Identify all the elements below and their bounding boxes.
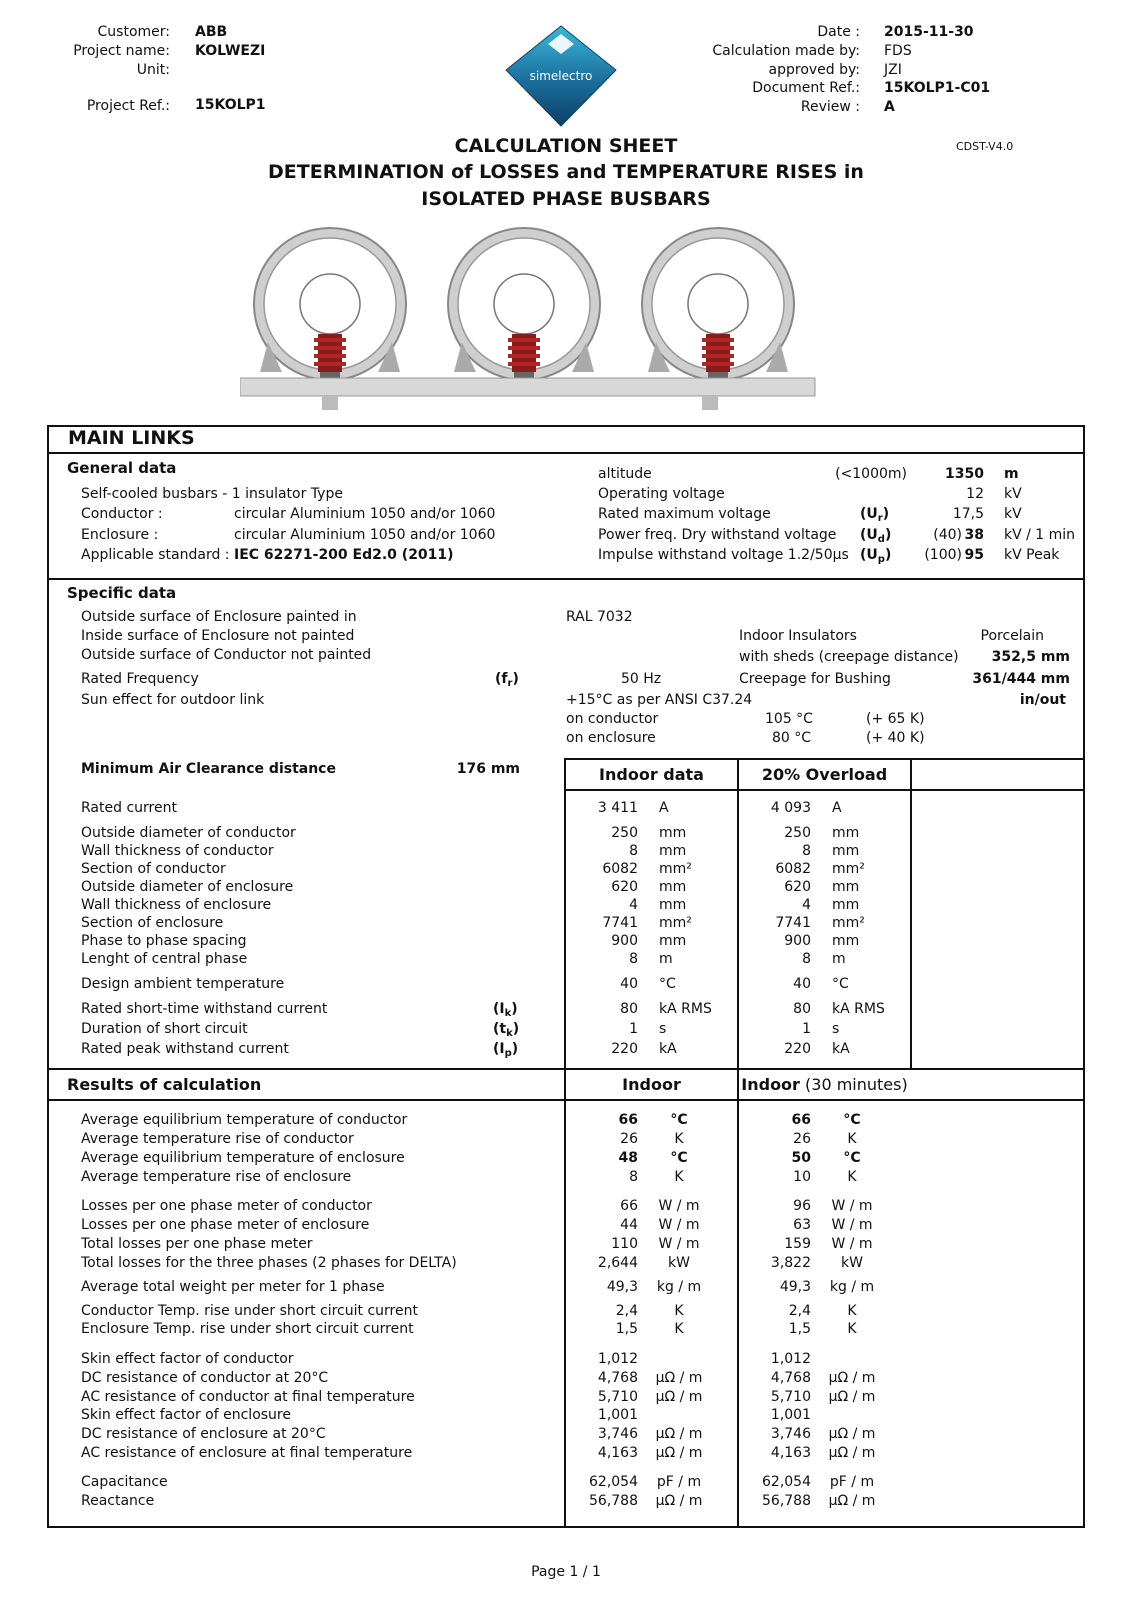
frequency-symbol: $(f_r)$ [495,671,519,689]
approved-label: approved by: [768,62,860,78]
result-row-unit-30min: μΩ / m [828,1370,876,1386]
review-value: A [884,99,895,115]
result-row-label: DC resistance of enclosure at 20°C [81,1426,326,1442]
data-row-label: Phase to phase spacing [81,933,247,949]
result-row-label: Losses per one phase meter of conductor [81,1198,372,1214]
min-air-clearance-label: Minimum Air Clearance distance [81,761,336,777]
general-param-unit: kV / 1 min [1004,527,1076,543]
data-row-unit-indoor: mm [659,897,687,913]
general-param-unit: kV Peak [1004,547,1060,563]
divider [47,1099,1085,1101]
general-param-value: 17,5 [952,506,984,522]
result-row-value-30min: 26 [793,1131,811,1147]
result-row-value-indoor: 48 [618,1150,638,1166]
result-row-value-indoor: 4,163 [597,1445,638,1461]
data-row-unit-indoor: mm [659,933,687,949]
result-row-value-30min: 4,768 [770,1370,811,1386]
data-row-label: Outside diameter of enclosure [81,879,294,895]
date-label: Date : [817,24,860,40]
result-row-unit-30min: K [847,1321,857,1337]
result-row-unit-30min: K [847,1303,857,1319]
data-row-value-overload: 8 [802,843,811,859]
project-label: Project name: [73,43,170,59]
general-line: Applicable standard : [81,547,230,563]
on-conductor-temp: 105 °C [765,711,813,727]
data-row-value-overload: 1 [802,1021,811,1037]
data-row-value-indoor: 900 [611,933,638,949]
general-param-value: 1350 [945,466,984,482]
result-row-unit-indoor: μΩ / m [655,1426,703,1442]
data-row-unit-indoor: mm [659,825,687,841]
project-ref-value: 15KOLP1 [195,97,266,113]
data-row-unit-overload: mm [832,843,860,859]
approved-value: JZI [884,62,902,78]
general-value: IEC 62271-200 Ed2.0 (2011) [234,547,454,563]
data-row-value-indoor: 250 [611,825,638,841]
result-row-value-30min: 3,822 [770,1255,811,1271]
results-col-indoor-30: Indoor (30 minutes) [741,1075,908,1094]
general-param-value: 12 [966,486,984,502]
result-row-unit-30min: μΩ / m [828,1389,876,1405]
specific-value: RAL 7032 [566,609,633,625]
specific-line: Inside surface of Enclosure not painted [81,628,355,644]
divider [564,758,1085,760]
result-row-label: Skin effect factor of conductor [81,1351,294,1367]
data-row-unit-overload: kA [832,1041,850,1057]
data-row-value-overload: 80 [793,1001,811,1017]
results-col-indoor: Indoor [622,1075,681,1094]
data-row-value-overload: 6082 [775,861,811,877]
data-row-unit-indoor: °C [659,976,676,992]
result-row-value-30min: 2,4 [788,1303,811,1319]
data-row-value-overload: 220 [784,1041,811,1057]
result-row-value-indoor: 4,768 [597,1370,638,1386]
in-out-value: in/out [1019,692,1066,708]
result-row-label: Conductor Temp. rise under short circuit current [81,1303,418,1319]
divider [47,452,1085,454]
result-row-unit-indoor: K [674,1131,684,1147]
data-row-symbol: $(t_k)$ [493,1021,520,1039]
result-row-unit-30min: °C [843,1150,861,1166]
result-row-value-indoor: 44 [620,1217,638,1233]
data-row-value-overload: 250 [784,825,811,841]
result-row-label: DC resistance of conductor at 20°C [81,1370,329,1386]
data-row-value-indoor: 620 [611,879,638,895]
data-row-value-indoor: 6082 [602,861,638,877]
result-row-value-indoor: 1,5 [615,1321,638,1337]
result-row-value-30min: 56,788 [762,1493,811,1509]
data-row-unit-indoor: mm² [659,861,692,877]
data-row-value-indoor: 3 411 [597,800,638,816]
result-row-unit-indoor: pF / m [656,1474,702,1490]
general-param-label: Rated maximum voltage [598,506,771,522]
data-row-unit-overload: mm² [832,915,865,931]
date-value: 2015-11-30 [884,24,974,40]
general-param-label: Power freq. Dry withstand voltage [598,527,837,543]
min-air-clearance-value: 176 mm [456,761,520,777]
doc-ref-label: Document Ref.: [752,80,860,96]
result-row-label: AC resistance of enclosure at final temperature [81,1445,413,1461]
general-line: Enclosure : [81,527,159,543]
result-row-unit-30min: W / m [831,1217,873,1233]
unit-label: Unit: [136,62,170,78]
title-line-3: ISOLATED PHASE BUSBARS [421,188,711,210]
result-row-value-30min: 1,001 [770,1407,811,1423]
result-row-label: Average equilibrium temperature of conductor [81,1112,408,1128]
general-param-symbol: $(U_p)$ [860,547,892,565]
result-row-value-indoor: 62,054 [589,1474,638,1490]
result-row-label: Capacitance [81,1474,168,1490]
simelectro-logo [500,22,622,130]
on-conductor-label: on conductor [566,711,659,727]
result-row-label: Losses per one phase meter of enclosure [81,1217,370,1233]
result-row-value-30min: 96 [793,1198,811,1214]
result-row-value-30min: 159 [784,1236,811,1252]
data-row-value-indoor: 7741 [602,915,638,931]
frequency-value: 50 Hz [621,671,662,687]
data-row-unit-overload: mm [832,825,860,841]
general-param-unit: kV [1004,506,1022,522]
doc-ref-value: 15KOLP1-C01 [884,80,991,96]
result-row-unit-30min: pF / m [829,1474,875,1490]
data-row-unit-indoor: kA [659,1041,677,1057]
data-row-value-overload: 4 [802,897,811,913]
result-row-label: Total losses for the three phases (2 phases for DELTA) [81,1255,457,1271]
on-enclosure-rise: (+ 40 K) [866,730,925,746]
specific-line: Sun effect for outdoor link [81,692,265,708]
result-row-value-indoor: 5,710 [597,1389,638,1405]
result-row-label: Total losses per one phase meter [81,1236,313,1252]
data-row-value-indoor: 40 [620,976,638,992]
title-line-2: DETERMINATION of LOSSES and TEMPERATURE RISES in [268,161,864,183]
result-row-unit-indoor: W / m [658,1198,700,1214]
data-row-value-overload: 4 093 [770,800,811,816]
result-row-unit-indoor: °C [670,1150,688,1166]
result-row-unit-indoor: kW [668,1255,690,1271]
general-param-preset: (40) [933,527,962,543]
result-row-value-indoor: 110 [611,1236,638,1252]
data-row-value-indoor: 4 [629,897,638,913]
general-line: Conductor : [81,506,163,522]
data-row-label: Wall thickness of enclosure [81,897,272,913]
data-row-unit-indoor: mm [659,879,687,895]
result-row-label: Average temperature rise of enclosure [81,1169,352,1185]
result-row-label: Skin effect factor of enclosure [81,1407,291,1423]
result-row-value-indoor: 1,012 [597,1351,638,1367]
data-row-unit-overload: mm² [832,861,865,877]
general-param-label: Operating voltage [598,486,725,502]
data-row-value-indoor: 8 [629,843,638,859]
result-row-value-30min: 3,746 [770,1426,811,1442]
main-links-heading: MAIN LINKS [68,427,195,449]
calc-value: FDS [884,43,912,59]
data-row-value-indoor: 220 [611,1041,638,1057]
general-param-value: 95 [964,547,984,563]
result-row-label: Average equilibrium temperature of enclosure [81,1150,405,1166]
data-row-unit-indoor: A [659,800,669,816]
data-row-label: Rated short-time withstand current [81,1001,328,1017]
result-row-unit-30min: W / m [831,1236,873,1252]
general-param-unit: kV [1004,486,1022,502]
project-ref-label: Project Ref.: [86,98,170,114]
data-row-unit-overload: m [832,951,846,967]
result-row-label: Average temperature rise of conductor [81,1131,354,1147]
result-row-label: AC resistance of conductor at final temperature [81,1389,415,1405]
data-row-label: Wall thickness of conductor [81,843,274,859]
general-value: circular Aluminium 1050 and/or 1060 [234,506,496,522]
result-row-unit-30min: μΩ / m [828,1445,876,1461]
creepage-value: 352,5 mm [991,649,1070,665]
result-row-unit-30min: K [847,1169,857,1185]
result-row-unit-indoor: kg / m [656,1279,702,1295]
specific-line: Rated Frequency [81,671,199,687]
data-row-value-overload: 900 [784,933,811,949]
result-row-value-30min: 10 [793,1169,811,1185]
result-row-unit-30min: μΩ / m [828,1493,876,1509]
logo-text: simelectro [529,69,593,83]
data-row-label: Section of conductor [81,861,226,877]
result-row-value-30min: 5,710 [770,1389,811,1405]
result-row-unit-30min: kW [841,1255,863,1271]
data-row-label: Design ambient temperature [81,976,285,992]
data-row-label: Lenght of central phase [81,951,248,967]
divider [564,789,1085,791]
result-row-value-30min: 1,012 [770,1351,811,1367]
result-row-value-indoor: 49,3 [606,1279,638,1295]
general-data-heading: General data [67,459,177,477]
divider [910,758,912,1070]
result-row-unit-30min: kg / m [829,1279,875,1295]
data-row-label: Rated peak withstand current [81,1041,289,1057]
specific-line: Outside surface of Conductor not painted [81,647,372,663]
result-row-unit-indoor: W / m [658,1217,700,1233]
result-row-value-30min: 50 [791,1150,811,1166]
result-row-label: Enclosure Temp. rise under short circuit current [81,1321,414,1337]
result-row-unit-30min: K [847,1131,857,1147]
insulators-value: Porcelain [980,628,1044,644]
data-row-unit-indoor: mm [659,843,687,859]
data-row-value-overload: 40 [793,976,811,992]
results-heading: Results of calculation [67,1075,262,1094]
result-row-unit-30min: °C [843,1112,861,1128]
result-row-value-30min: 49,3 [779,1279,811,1295]
result-row-value-30min: 66 [791,1112,811,1128]
data-row-symbol: $(I_k)$ [493,1001,518,1019]
col-header-overload: 20% Overload [761,765,888,784]
divider [564,758,566,1528]
result-row-value-30min: 4,163 [770,1445,811,1461]
col-header-indoor-data: Indoor data [599,765,704,784]
result-row-unit-indoor: W / m [658,1236,700,1252]
result-row-unit-indoor: μΩ / m [655,1445,703,1461]
data-row-unit-overload: mm [832,879,860,895]
result-row-value-indoor: 2,644 [597,1255,638,1271]
general-line: Self-cooled busbars - 1 insulator Type [81,486,343,502]
specific-line: Outside surface of Enclosure painted in [81,609,357,625]
result-row-value-indoor: 1,001 [597,1407,638,1423]
result-row-label: Reactance [81,1493,155,1509]
data-row-value-overload: 7741 [775,915,811,931]
result-row-value-indoor: 56,788 [589,1493,638,1509]
specific-value: +15°C as per ANSI C37.24 [566,692,753,708]
data-row-value-overload: 8 [802,951,811,967]
page-footer: Page 1 / 1 [531,1564,601,1580]
data-row-unit-overload: mm [832,897,860,913]
result-row-value-indoor: 8 [629,1169,638,1185]
data-row-unit-indoor: kA RMS [659,1001,712,1017]
result-row-value-indoor: 2,4 [615,1303,638,1319]
data-row-value-overload: 620 [784,879,811,895]
customer-value: ABB [195,24,228,40]
result-row-unit-indoor: °C [670,1112,688,1128]
general-param-preset: (100) [924,547,962,563]
result-row-label: Average total weight per meter for 1 phase [81,1279,385,1295]
data-row-label: Rated current [81,800,177,816]
data-row-unit-indoor: mm² [659,915,692,931]
on-conductor-rise: (+ 65 K) [866,711,925,727]
result-row-value-30min: 62,054 [762,1474,811,1490]
data-row-unit-indoor: s [659,1021,667,1037]
data-row-unit-overload: kA RMS [832,1001,885,1017]
review-label: Review : [800,99,860,115]
insulators-label: Indoor Insulators [739,628,857,644]
customer-label: Customer: [97,24,170,40]
data-row-value-indoor: 1 [629,1021,638,1037]
data-row-unit-overload: s [832,1021,840,1037]
result-row-value-indoor: 3,746 [597,1426,638,1442]
bushing-creepage-label: Creepage for Bushing [739,671,891,687]
data-row-symbol: $(I_p)$ [493,1041,519,1059]
general-param-label: Impulse withstand voltage 1.2/50μs [598,547,849,563]
result-row-unit-indoor: μΩ / m [655,1389,703,1405]
result-row-unit-indoor: K [674,1169,684,1185]
general-param-symbol: $(U_r)$ [860,506,890,524]
bushing-creepage-value: 361/444 mm [972,671,1070,687]
result-row-unit-indoor: μΩ / m [655,1370,703,1386]
busbar-illustration [240,222,820,418]
result-row-value-30min: 63 [793,1217,811,1233]
general-param-label: altitude [598,466,652,482]
result-row-unit-indoor: K [674,1321,684,1337]
general-param-symbol: (<1000m) [835,466,907,482]
general-value: circular Aluminium 1050 and/or 1060 [234,527,496,543]
specific-data-heading: Specific data [67,584,177,602]
result-row-value-indoor: 26 [620,1131,638,1147]
data-row-unit-overload: °C [832,976,849,992]
result-row-value-indoor: 66 [620,1198,638,1214]
title-line-1: CALCULATION SHEET [454,135,678,157]
on-enclosure-label: on enclosure [566,730,656,746]
creepage-label: with sheds (creepage distance) [739,649,959,665]
general-param-unit: m [1004,466,1019,482]
result-row-unit-indoor: μΩ / m [655,1493,703,1509]
data-row-value-indoor: 80 [620,1001,638,1017]
result-row-unit-30min: μΩ / m [828,1426,876,1442]
data-row-unit-indoor: m [659,951,673,967]
data-row-label: Outside diameter of conductor [81,825,296,841]
data-row-label: Duration of short circuit [81,1021,248,1037]
data-row-label: Section of enclosure [81,915,224,931]
version-label: CDST-V4.0 [956,140,1014,153]
data-row-value-indoor: 8 [629,951,638,967]
general-param-symbol: $(U_d)$ [860,527,892,545]
divider [47,578,1085,580]
project-value: KOLWEZI [195,43,266,59]
result-row-value-indoor: 66 [618,1112,638,1128]
general-param-value: 38 [964,527,984,543]
result-row-value-30min: 1,5 [788,1321,811,1337]
divider [737,758,739,1528]
calc-label: Calculation made by: [712,43,860,59]
data-row-unit-overload: A [832,800,842,816]
on-enclosure-temp: 80 °C [772,730,812,746]
divider [47,1068,1085,1070]
result-row-unit-30min: W / m [831,1198,873,1214]
result-row-unit-indoor: K [674,1303,684,1319]
data-row-unit-overload: mm [832,933,860,949]
